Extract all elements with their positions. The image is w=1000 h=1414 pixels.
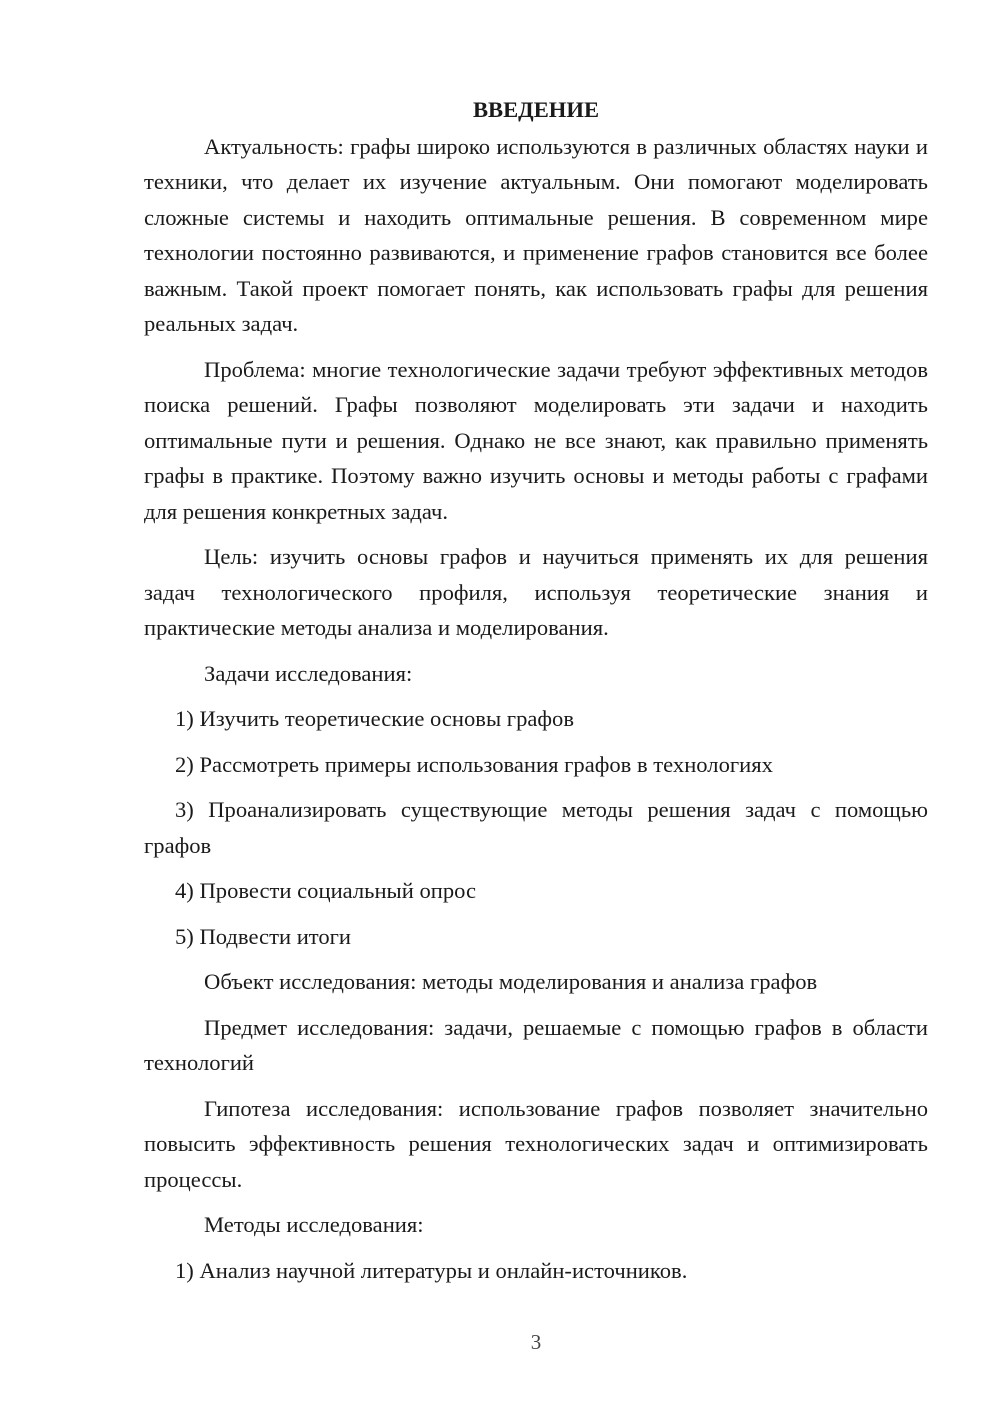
problem-paragraph: Проблема: многие технологические задачи требуют эффективных методов поиска решений. Графы позволяют моделировать эти задачи и находить оптимальные пути и решения. Однако не все знают, как правильно применять графы в практике. Поэтому важно изучить основы и методы работы с графами для решения конкретных задач. (144, 356, 928, 524)
relevance-paragraph: Актуальность: графы широко используются в различных областях науки и техники, что делает их изучение актуальным. Они помогают моделировать сложные системы и находить оптимальные решения. В современном мире технологии постоянно развиваются, и применение графов становится все более важным. Такой проект помогает понять, как использовать графы для решения реальных задач. (144, 133, 928, 336)
task-item: 5) Подвести итоги (175, 923, 352, 949)
methods-title: Методы исследования: (204, 1212, 424, 1237)
page-number: 3 (530, 1330, 542, 1354)
subject-paragraph: Предмет исследования: задачи, решаемые с помощью графов в области технологий (144, 1014, 928, 1075)
object-paragraph: Объект исследования: методы моделирования и анализа графов (204, 969, 818, 994)
method-item: 1) Анализ научной литературы и онлайн-источников. (175, 1257, 688, 1283)
task-item: 2) Рассмотреть примеры использования графов в технологиях (175, 751, 773, 777)
task-item: 3) Проанализировать существующие методы решения задач с помощью графов (144, 797, 928, 858)
hypothesis-paragraph: Гипотеза исследования: использование графов позволяет значительно повысить эффективность решения технологических задач и оптимизировать процессы. (144, 1095, 928, 1192)
goal-paragraph: Цель: изучить основы графов и научиться применять их для решения задач технологического профиля, используя теоретические знания и практические методы анализа и моделирования. (144, 544, 928, 640)
document-body (144, 92, 928, 1288)
task-item: 4) Провести социальный опрос (175, 878, 477, 903)
tasks-title: Задачи исследования: (204, 660, 413, 686)
task-item: 1) Изучить теоретические основы графов (175, 706, 574, 731)
section-heading: ВВЕДЕНИЕ (472, 97, 600, 122)
